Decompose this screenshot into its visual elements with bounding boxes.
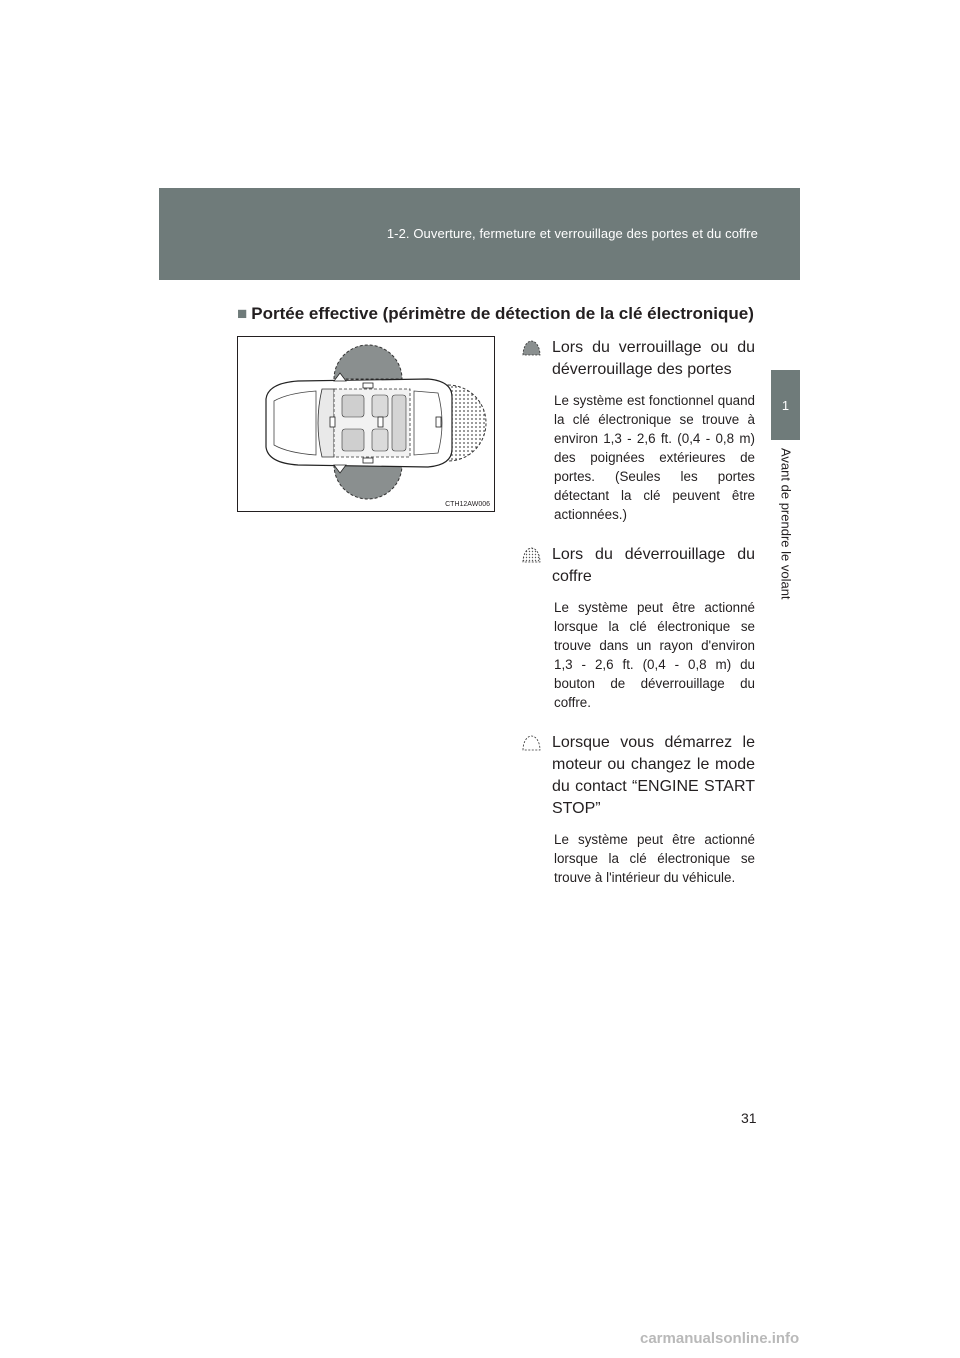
item-body: Le système peut être actionné lorsque la clé électronique se trouve dans un rayon d'environ 1,3 - 2,6 ft. (0,4 - 0,8 m) du bouton de déverrouillage du coffre. [554,600,755,710]
section-heading [237,304,777,324]
front-door-zone-bottom [334,465,402,499]
page-number: 31 [741,1110,757,1126]
chapter-tab[interactable] [771,370,800,440]
dotted-zone-icon [522,547,541,563]
figure-code: CTH12AW006 [445,501,490,508]
front-door-zone-top [334,345,402,379]
filled-zone-icon [522,340,541,356]
section-title: 1-2. Ouverture, fermeture et verrouillage des portes et du coffre [386,226,758,241]
heading-text: Portée effective (périmètre de détection de la clé électronique) [251,304,754,323]
item-title: Lors du déverrouillage du coffre [522,544,755,588]
detection-range-figure [237,336,495,512]
dashed-zone-icon [522,735,541,751]
item-title: Lors du verrouillage ou du déverrouillage des portes [522,337,755,381]
item-body: Le système est fonctionnel quand la clé électronique se trouve à environ 1,3 - 2,6 ft. (0,4 - 0,8 m) des poignées extérieures de portes. (Seules les portes détectant la clé peuvent être actionnées.) [554,393,755,522]
car-top-view-illustration [238,337,494,511]
watermark: carmanualsonline.info [640,1330,800,1347]
chapter-number: 1 [781,397,790,413]
heading-marker: ■ [237,304,248,323]
item-body: Le système peut être actionné lorsque la clé électronique se trouve à l'intérieur du véhicule. [554,832,755,885]
item-title: Lorsque vous démarrez le moteur ou changez le mode du contact “ENGINE START STOP” [522,732,755,820]
chapter-title: Avant de prendre le volant [778,448,794,600]
trunk-zone [448,385,486,461]
detection-items [522,337,755,901]
header-band [159,188,800,280]
